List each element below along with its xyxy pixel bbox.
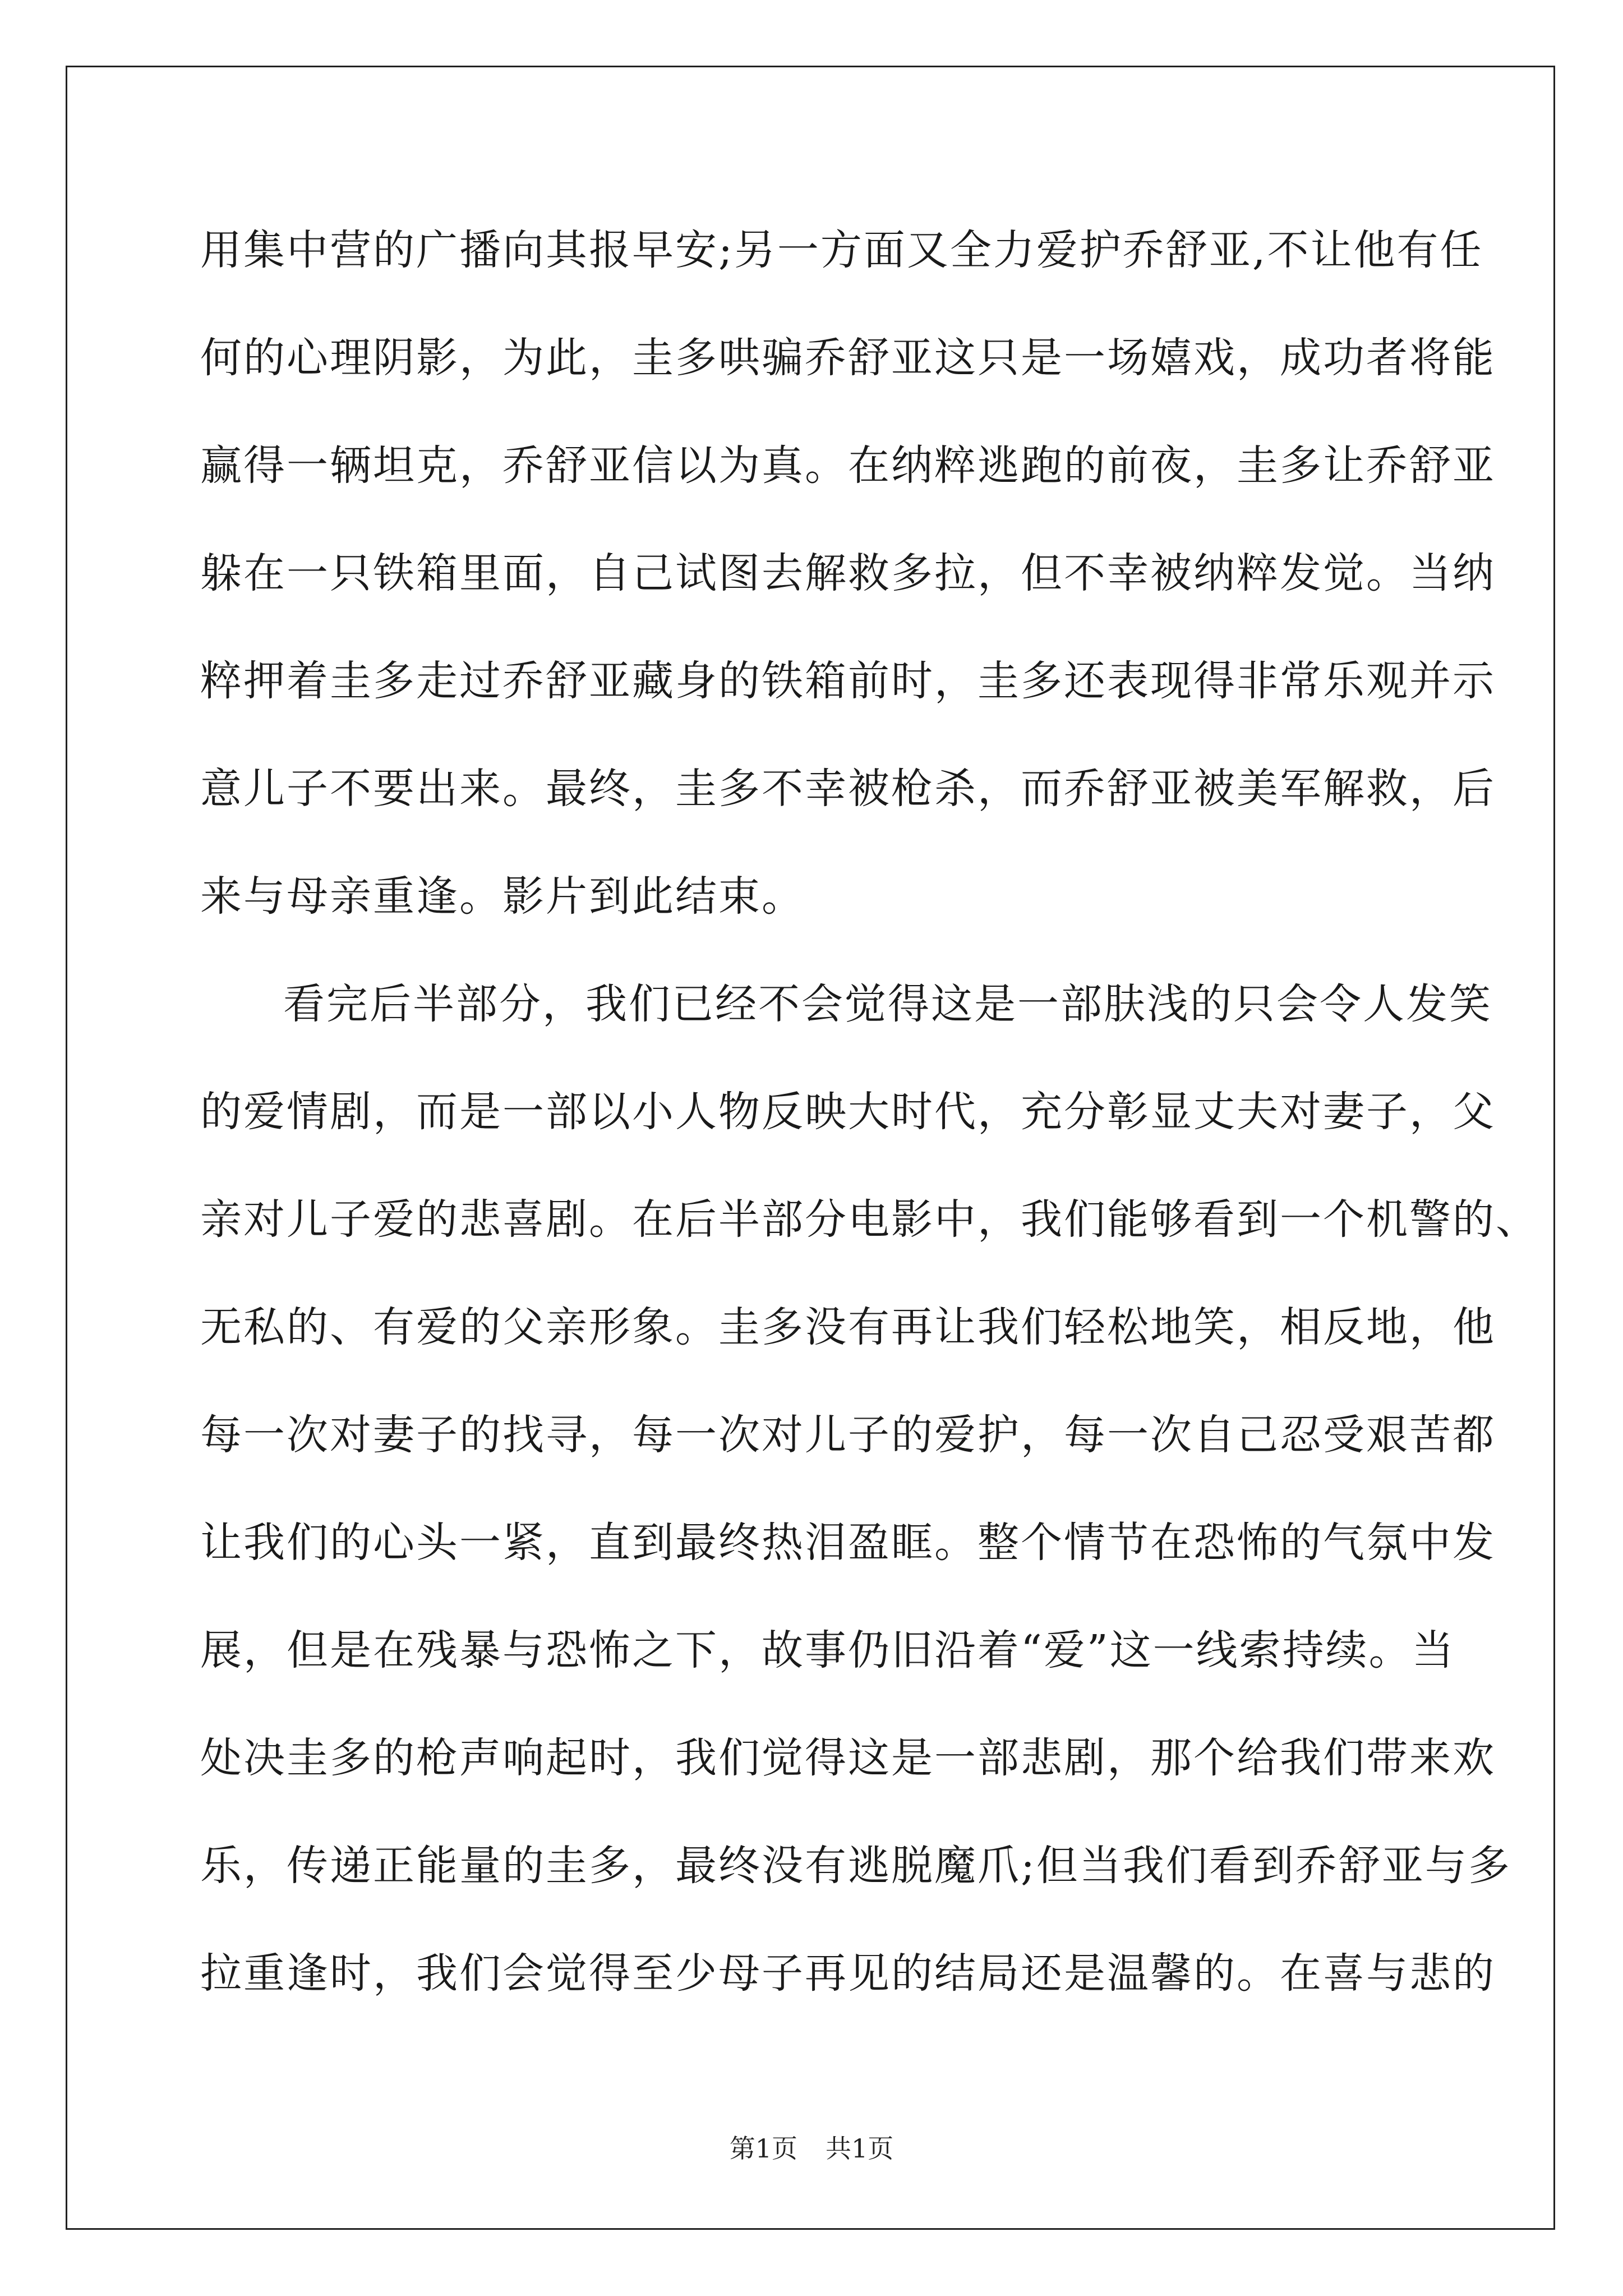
paragraph-start-line: 看完后半部分，我们已经不会觉得这是一部肤浅的只会令人发笑 [283, 980, 1492, 1028]
text-line: 用集中营的广播向其报早安;另一方面又全力爱护乔舒亚,不让他有任 [200, 226, 1483, 274]
text-line: 拉重逢时，我们会觉得至少母子再见的结局还是温馨的。在喜与悲的 [200, 1949, 1496, 1998]
text-line: 意儿子不要出来。最终，圭多不幸被枪杀，而乔舒亚被美军解救，后 [200, 765, 1496, 813]
text-line: 来与母亲重逢。影片到此结束。 [200, 872, 805, 921]
text-line: 无私的、有爱的父亲形象。圭多没有再让我们轻松地笑，相反地，他 [200, 1303, 1496, 1351]
text-line: 躲在一只铁箱里面，自己试图去解救多拉，但不幸被纳粹发觉。当纳 [200, 549, 1496, 597]
text-line: 何的心理阴影，为此，圭多哄骗乔舒亚这只是一场嬉戏，成功者将能 [200, 334, 1496, 382]
text-line: 的爱情剧，而是一部以小人物反映大时代，充分彰显丈夫对妻子，父 [200, 1088, 1496, 1136]
text-line: 亲对儿子爱的悲喜剧。在后半部分电影中，我们能够看到一个机警的、 [200, 1195, 1539, 1244]
page-number: 第1页 [729, 2133, 797, 2164]
text-line: 粹押着圭多走过乔舒亚藏身的铁箱前时，圭多还表现得非常乐观并示 [200, 657, 1496, 705]
text-line: 赢得一辆坦克，乔舒亚信以为真。在纳粹逃跑的前夜，圭多让乔舒亚 [200, 441, 1496, 490]
page-total: 共1页 [826, 2133, 894, 2164]
page-footer [0, 2132, 1623, 2165]
text-line: 每一次对妻子的找寻，每一次对儿子的爱护，每一次自己忍受艰苦都 [200, 1411, 1496, 1459]
text-line: 展，但是在残暴与恐怖之下，故事仍旧沿着“爱”这一线索持续。当 [200, 1626, 1455, 1674]
text-line: 让我们的心头一紧，直到最终热泪盈眶。整个情节在恐怖的气氛中发 [200, 1519, 1496, 1567]
text-line: 乐，传递正能量的圭多，最终没有逃脱魔爪;但当我们看到乔舒亚与多 [200, 1842, 1511, 1890]
text-line: 处决圭多的枪声响起时，我们觉得这是一部悲剧，那个给我们带来欢 [200, 1734, 1496, 1782]
document-body [200, 196, 1539, 2027]
